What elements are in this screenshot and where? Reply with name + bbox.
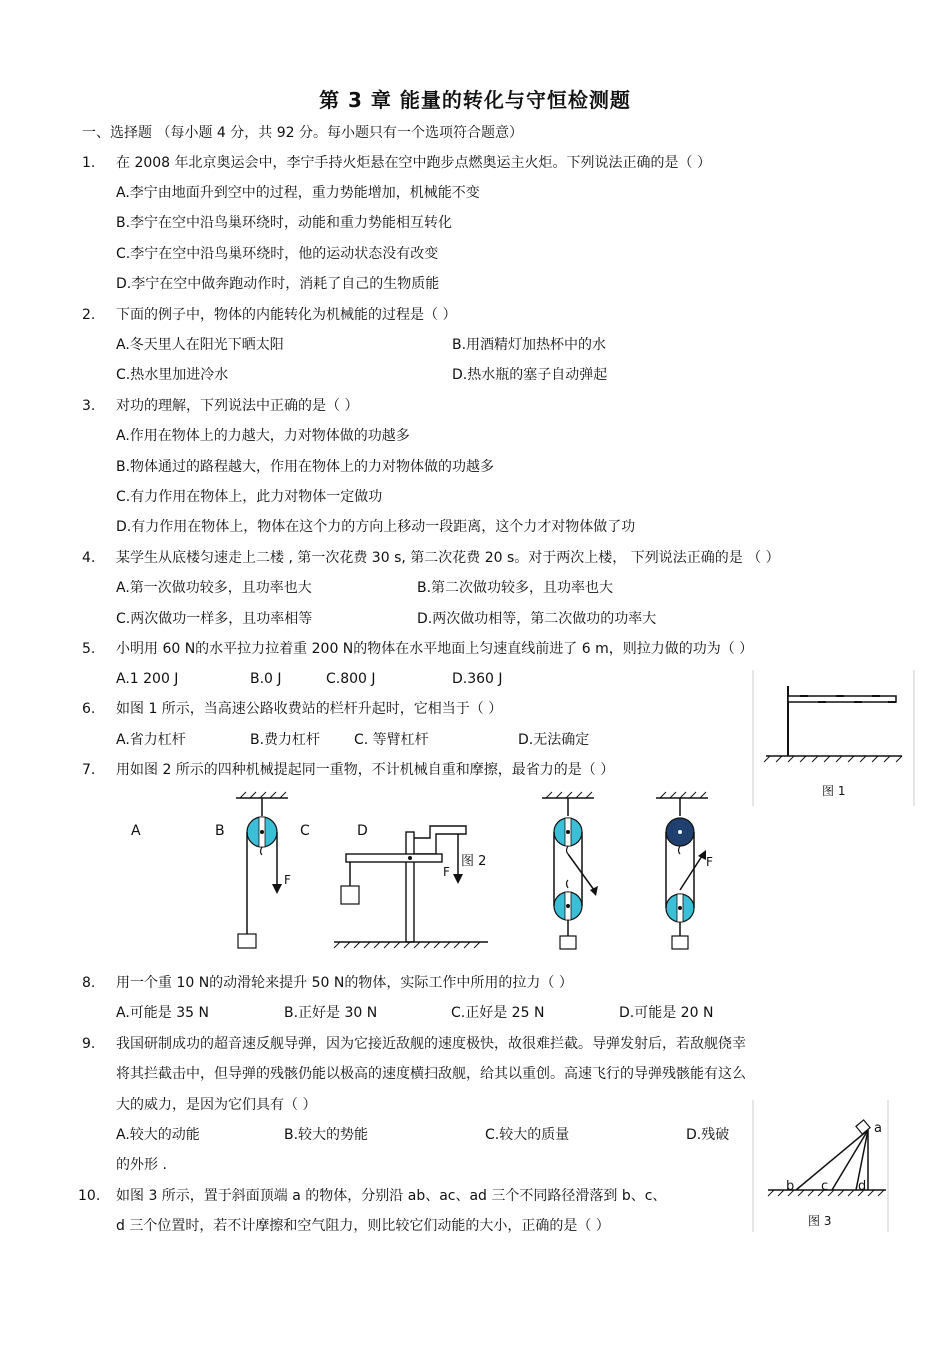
option: B.0 J [250,671,282,687]
option: D.热水瓶的塞子自动弹起 [452,367,608,383]
option: A.较大的动能 [116,1127,200,1143]
pulley-block-diagram [650,790,720,955]
option: D.李宁在空中做奔跑动作时，消耗了自己的生物质能 [116,276,440,292]
section-heading: 一、选择题 （每小题 4 分，共 92 分。每小题只有一个选项符合题意） [82,125,523,141]
question-stem: 如图 3 所示，置于斜面顶端 a 的物体，分别沿 ab、ac、ad 三个不同路径滑落到 b、c、 [116,1188,667,1204]
force-label: F [443,865,450,879]
question-stem: 下面的例子中，物体的内能转化为机械能的过程是（ ） [116,307,457,323]
question-number: 7. [82,762,96,778]
question-number: 10. [78,1188,101,1204]
option: B.李宁在空中沿鸟巢环绕时，动能和重力势能相互转化 [116,215,453,231]
option: D.两次做功相等，第二次做功的功率大 [417,611,657,627]
lever-crane-diagram [332,824,492,954]
question-number: 6. [82,701,96,717]
question-number: 9. [82,1036,96,1052]
option: D.有力作用在物体上，物体在这个力的方向上移动一段距离，这个力才对物体做了功 [116,519,636,535]
page-title: 第 3 章 能量的转化与守恒检测题 [319,88,631,112]
question-stem: 我国研制成功的超音速反舰导弹，因为它接近敌舰的速度极快，故很难拦截。导弹发射后，若敌舰侥幸 [116,1036,746,1052]
option: D.残破 [686,1127,730,1143]
question-number: 1. [82,155,96,171]
pulley-block-diagram [536,790,606,955]
load-block [672,936,688,949]
question-stem: 某学生从底楼匀速走上二楼 , 第一次花费 30 s, 第二次花费 20 s。对于两次上楼， 下列说法正确的是 （ ） [116,550,780,566]
question-number: 2. [82,307,96,323]
figure-2-caption: 图 2 [461,854,487,869]
question-number: 4. [82,550,96,566]
question-stem: 用一个重 10 N的动滑轮来提升 50 N的物体，实际工作中所用的拉力（ ） [116,975,573,991]
question-stem: 对功的理解，下列说法中正确的是（ ） [116,398,359,414]
question-stem: 小明用 60 N的水平拉力拉着重 200 N的物体在水平地面上匀速直线前进了 6 m，则拉力做的功为（ ） [116,641,754,657]
load-block [341,886,359,904]
load-block [238,934,256,948]
option: D.无法确定 [518,732,590,748]
fixed-pulley-diagram [226,790,306,950]
option-continuation: 的外形 . [116,1157,167,1173]
question-stem: 如图 1 所示，当高速公路收费站的栏杆升起时，它相当于（ ） [116,701,503,717]
option: B.费力杠杆 [250,732,321,748]
figure-2-label-a: A [131,823,141,839]
option: C.正好是 25 N [451,1005,545,1021]
option: A.第一次做功较多，且功率也大 [116,580,312,596]
option: C.热水里加进冷水 [116,367,229,383]
option: C.两次做功一样多，且功率相等 [116,611,313,627]
question-stem-line-3: 大的威力，是因为它们具有（ ） [116,1097,317,1113]
option: B.第二次做功较多，且功率也大 [417,580,614,596]
option: A.冬天里人在阳光下晒太阳 [116,337,284,353]
option: B.正好是 30 N [284,1005,378,1021]
figure-2-label-c: C [300,823,310,839]
option: A.1 200 J [116,671,179,687]
question-number: 8. [82,975,96,991]
option: C.较大的质量 [485,1127,570,1143]
option: B.较大的势能 [284,1127,369,1143]
option: A.省力杠杆 [116,732,186,748]
option: B.用酒精灯加热杯中的水 [452,337,607,353]
question-stem-line-2: 将其拦截击中，但导弹的残骸仍能以极高的速度横扫敌舰，给其以重创。高速飞行的导弹残骸能有这么 [116,1066,746,1082]
figure-2-label-d: D [357,823,368,839]
point-b: b [786,1179,795,1194]
question-stem-line-2: d 三个位置时，若不计摩擦和空气阻力，则比较它们动能的大小，正确的是（ ） [116,1218,610,1234]
option: D.可能是 20 N [619,1005,714,1021]
option: A.李宁由地面升到空中的过程，重力势能增加，机械能不变 [116,185,480,201]
point-d: d [858,1179,867,1194]
option: D.360 J [452,671,503,687]
force-label: F [284,873,291,887]
option: C.有力作用在物体上，此力对物体一定做功 [116,489,383,505]
option: C. 等臂杠杆 [354,732,429,748]
question-stem: 在 2008 年北京奥运会中，李宁手持火炬悬在空中跑步点燃奥运主火炬。下列说法正确的是（ ） [116,155,711,171]
option: B.物体通过的路程越大，作用在物体上的力对物体做的功越多 [116,459,495,475]
question-stem: 用如图 2 所示的四种机械提起同一重物，不计机械自重和摩擦，最省力的是（ ） [116,762,615,778]
question-number: 5. [82,641,96,657]
option: C.800 J [326,671,376,687]
point-c: c [821,1179,829,1194]
force-label: F [706,855,713,869]
figure-2-label-b: B [215,823,225,839]
option: A.作用在物体上的力越大，力对物体做的功越多 [116,428,410,444]
figure-3-caption: 图 3 [808,1214,832,1228]
point-a: a [874,1121,882,1136]
load-block [560,936,576,949]
option: A.可能是 35 N [116,1005,209,1021]
figure-1-caption: 图 1 [822,784,846,798]
option: C.李宁在空中沿鸟巢环绕时，他的运动状态没有改变 [116,246,439,262]
question-number: 3. [82,398,96,414]
